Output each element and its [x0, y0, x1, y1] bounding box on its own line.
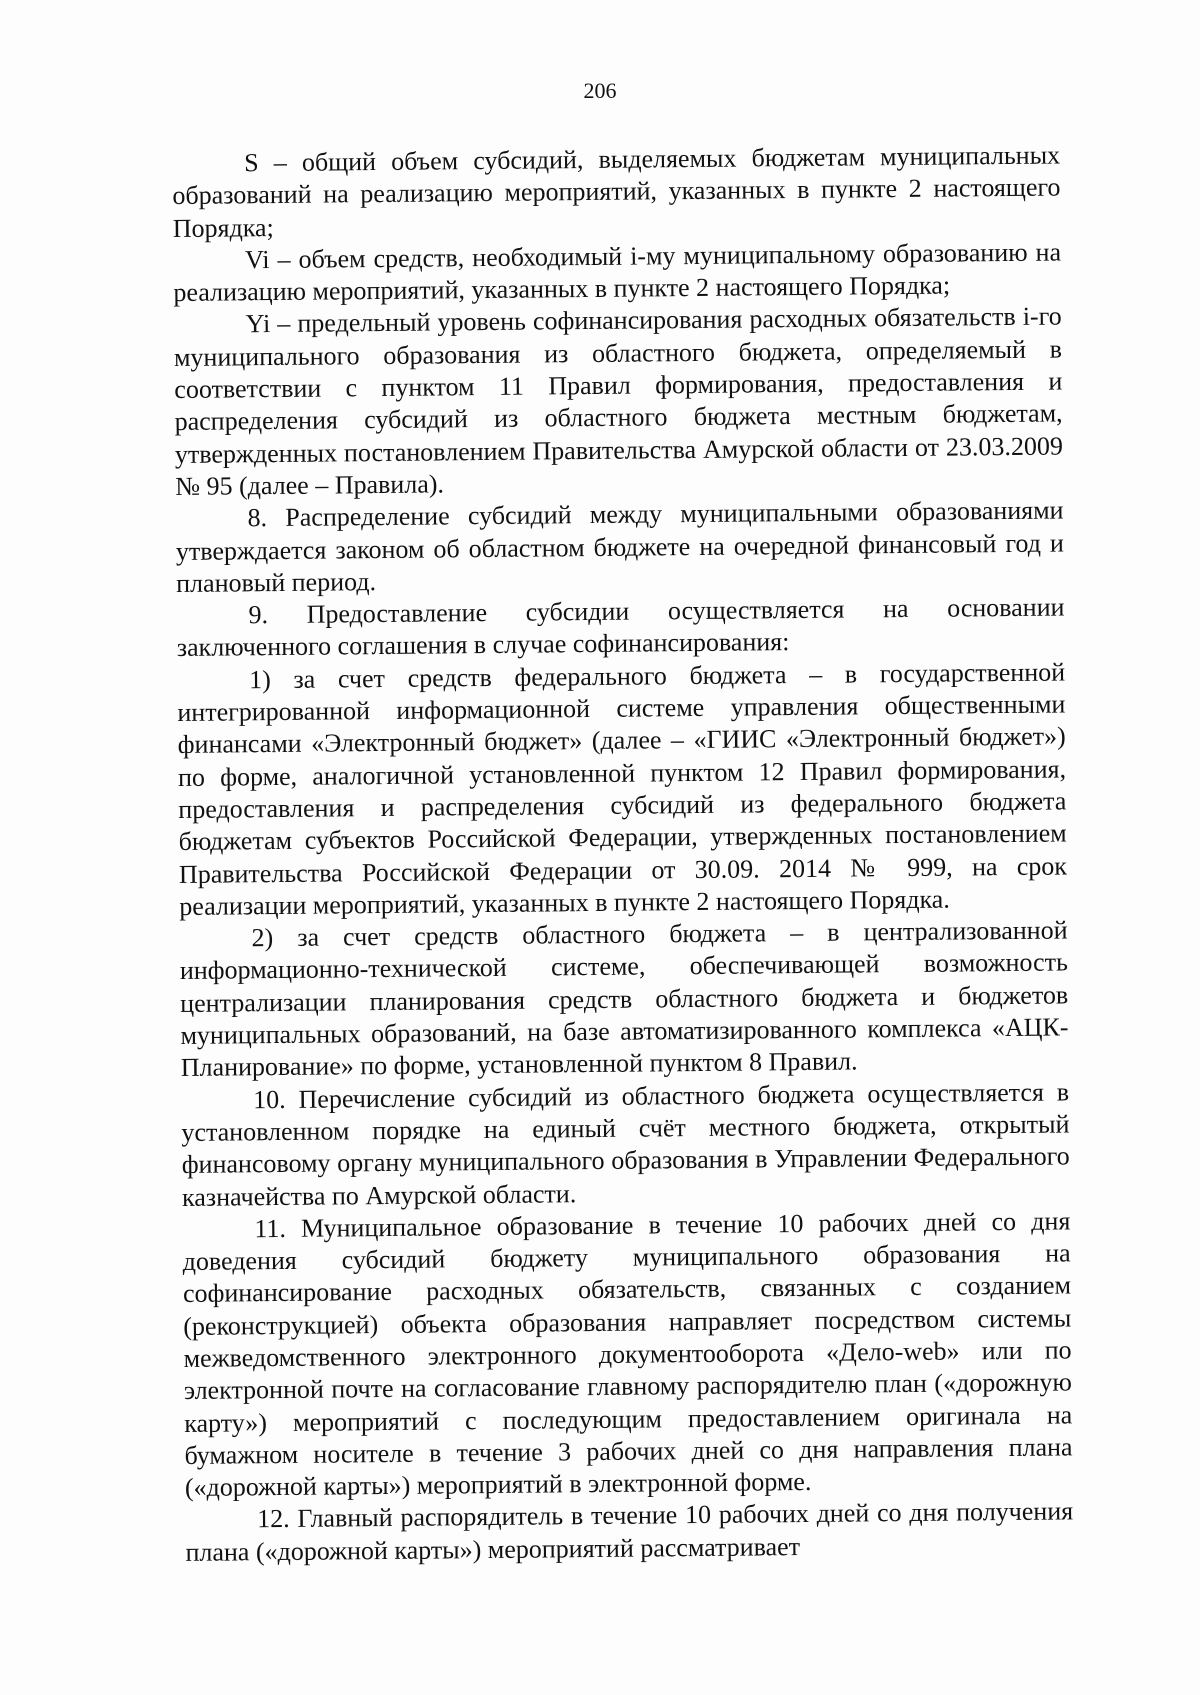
document-body	[172, 139, 1074, 1569]
paragraph-item-9: 9. Предоставление субсидии осуществляется на основании заключенного соглашения в случае софинансирования:	[176, 592, 1065, 663]
paragraph-item-8: 8. Распределение субсидий между муниципальными образованиями утверждается законом об областном бюджете на очередной финансовый год и плановый период.	[175, 495, 1064, 598]
paragraph-item-9-1: 1) за счет средств федерального бюджета – в государственной интегрированной информационной системе управления общественными финансами «Электронный бюджет» (далее – «ГИИС «Электронный бюджет») по форме, аналогичной установленной пунктом 12 Правил формирования, предоставления и распределения субсидий из федерального бюджета бюджетам субъектов Российской Федерации, утвержденных постановлением Правительства Российской Федерации от 30.09. 2014 № 999, на срок реализации мероприятий, указанных в пункте 2 настоящего Порядка.	[177, 657, 1068, 921]
paragraph-item-12: 12. Главный распорядитель в течение 10 рабочих дней со дня получения плана («дорожной карты») мероприятий рассматривает	[185, 1496, 1074, 1567]
paragraph-item-10: 10. Перечисление субсидий из областного бюджета осуществляется в установленном порядке на единый счёт местного бюджета, открытый финансовому органу муниципального образования в Управлении Федерального казначейства по Амурской области.	[181, 1077, 1070, 1212]
paragraph-item-11: 11. Муниципальное образование в течение 10 рабочих дней со дня доведения субсидий бюджету муниципального образования на софинансирование расходных обязательств, связанных с созданием (реконструкцией) объекта образования направляет посредством системы межведомственного электронного документооборота «Дело-web» или по электронной почте на согласование главному распорядителю план («дорожную карту») мероприятий с последующим предоставлением оригинала на бумажном носителе в течение 3 рабочих дней со дня направления плана («дорожной карты») мероприятий в электронной форме.	[182, 1206, 1073, 1503]
paragraph-item-9-2: 2) за счет средств областного бюджета – в централизованной информационно-технической системе, обеспечивающей возможность централизации планирования средств областного бюджета и бюджетов муниципальных образований, на базе автоматизированного комплекса «АЦК-Планирование» по форме, установленной пунктом 8 Правил.	[179, 915, 1069, 1083]
page-number: 206	[583, 78, 617, 103]
paragraph-s-definition: S – общий объем субсидий, выделяемых бюджетам муниципальных образований на реализацию мероприятий, указанных в пункте 2 настоящего Порядка;	[172, 140, 1061, 243]
paragraph-yi-definition: Yi – предельный уровень софинансирования расходных обязательств i-го муниципального образования из областного бюджета, определяемый в соответствии с пунктом 11 Правил формирования, предоставления и распределения субсидий из областного бюджета местным бюджетам, утвержденных постановлением Правительства Амурской области от 23.03.2009 № 95 (далее – Правила).	[173, 301, 1064, 501]
paragraph-vi-definition: Vi – объем средств, необходимый i-му муниципальному образованию на реализацию мероприятий, указанных в пункте 2 настоящего Порядка;	[173, 237, 1062, 308]
